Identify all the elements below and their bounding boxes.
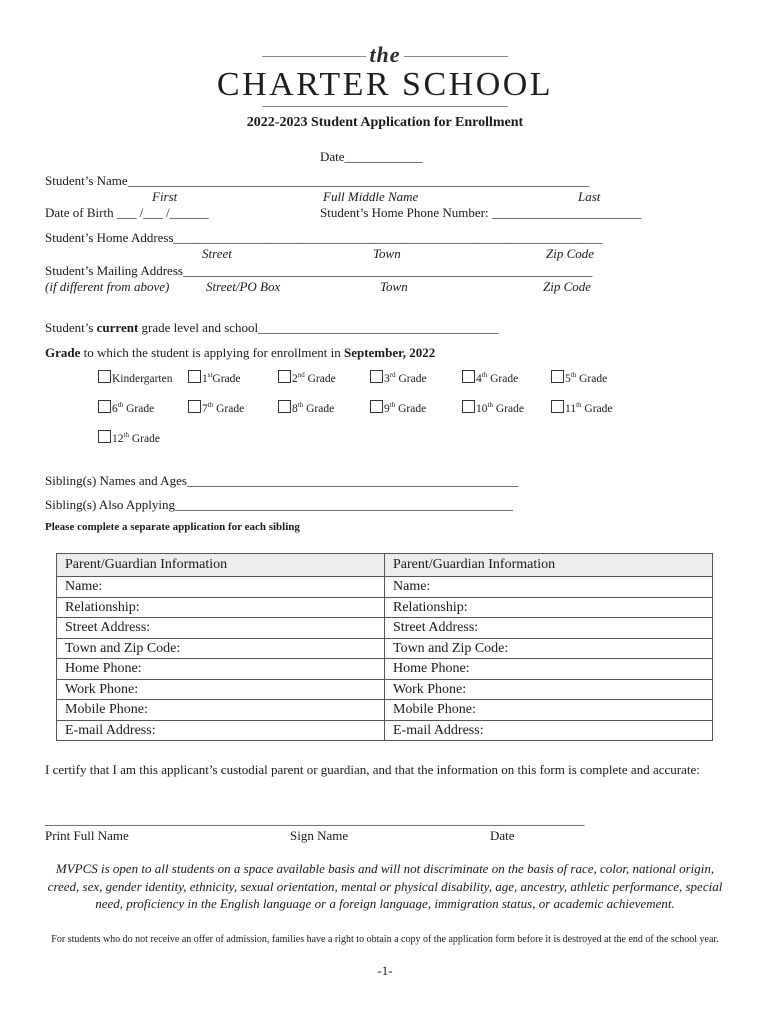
grade-word: Grade — [395, 403, 427, 415]
grade-option-10[interactable] — [462, 400, 524, 415]
grade-suffix-sup: th — [487, 401, 493, 410]
grade-number: 3 — [384, 373, 390, 385]
grade-number: 4 — [476, 373, 482, 385]
grade-suffix-sup: th — [207, 401, 214, 410]
table-row — [57, 659, 713, 680]
parent-2-field[interactable]: Street Address: — [385, 618, 713, 639]
grade-number: 2 — [292, 373, 298, 385]
grade-option-5[interactable] — [551, 370, 607, 385]
grade-word: Grade — [128, 433, 160, 445]
page-title: 2022-2023 Student Application for Enrollment — [246, 115, 524, 130]
grade-word: Grade — [304, 373, 336, 385]
checkbox-icon[interactable] — [551, 400, 564, 413]
grade-suffix-sup: st — [207, 371, 213, 380]
non-discrimination-statement: MVPCS is open to all students on a space available basis and will not discriminate on the basis of race, color, national origin, creed, sex, gender identity, ethnicity, sexual orientation, mental or physical disability, age, ancestry, athletic performance, special need, proficiency in the English language or a foreign language, immigration status, or academic achievement. — [47, 861, 723, 911]
first-name-label: First — [152, 189, 178, 204]
parent-2-field[interactable]: Name: — [385, 577, 713, 598]
grade-word: Grade — [581, 403, 613, 415]
checkbox-icon[interactable] — [551, 370, 564, 383]
parent-1-field[interactable]: Name: — [57, 577, 385, 598]
table-header-row — [57, 554, 713, 577]
table-row — [57, 577, 713, 598]
grade-word: Grade — [487, 373, 519, 385]
table-row — [57, 597, 713, 618]
parent-header-1: Parent/Guardian Information — [57, 554, 385, 577]
table-row — [57, 638, 713, 659]
grade-number: Kindergarten — [112, 373, 173, 385]
sibling-applying-field[interactable]: Sibling(s) Also Applying____________________________________________________ — [45, 497, 514, 512]
grade-number: 9 — [384, 403, 390, 415]
date-label: Date — [490, 828, 515, 843]
parent-header-2: Parent/Guardian Information — [385, 554, 713, 577]
grade-number: 6 — [112, 403, 118, 415]
sibling-note: Please complete a separate application for each sibling — [45, 521, 300, 533]
checkbox-icon[interactable] — [188, 400, 201, 413]
table-row — [57, 700, 713, 721]
grade-suffix-sup: th — [576, 401, 582, 410]
grade-option-2[interactable] — [278, 370, 336, 385]
grade-option-12[interactable] — [98, 430, 160, 445]
logo-school-name: CHARTER SCHOOL — [216, 66, 554, 103]
grade-suffix-sup: th — [297, 401, 304, 410]
grade-word: Grade — [576, 373, 608, 385]
table-row — [57, 720, 713, 741]
grade-suffix-sup: th — [389, 401, 396, 410]
parent-1-field[interactable]: Mobile Phone: — [57, 700, 385, 721]
grade-option-11[interactable] — [551, 400, 613, 415]
parent-1-field[interactable]: E-mail Address: — [57, 720, 385, 741]
grade-option-kindergarten[interactable] — [98, 370, 172, 385]
current-grade-text-pre: Student’s — [45, 320, 97, 335]
parent-2-field[interactable]: Town and Zip Code: — [385, 638, 713, 659]
checkbox-icon[interactable] — [188, 370, 201, 383]
signature-line[interactable]: ___________________________________________________________________________________ — [45, 812, 585, 827]
checkbox-icon[interactable] — [370, 400, 383, 413]
logo-the: the — [369, 42, 401, 67]
grade-number: 10 — [476, 403, 488, 415]
mailing-address-field[interactable]: Student’s Mailing Address_______________________________________________________________ — [45, 263, 593, 278]
mailing-town-label: Town — [380, 279, 408, 294]
sign-name-label: Sign Name — [290, 828, 349, 843]
home-phone-field[interactable]: Student’s Home Phone Number: _______________________ — [320, 205, 642, 220]
grade-suffix-sup: th — [117, 401, 124, 410]
current-grade-bold: current — [96, 320, 139, 335]
date-field[interactable]: Date____________ — [320, 149, 423, 164]
grade-number: 5 — [565, 373, 571, 385]
date-of-birth-field[interactable]: Date of Birth ___ /___ /______ — [45, 205, 209, 220]
grade-suffix-sup: rd — [389, 371, 396, 380]
print-name-label: Print Full Name — [45, 828, 129, 843]
grade-number: 7 — [202, 403, 208, 415]
sibling-names-field[interactable]: Sibling(s) Names and Ages___________________________________________________ — [45, 473, 519, 488]
grade-number: 11 — [565, 403, 577, 415]
grade-word: Grade — [213, 403, 245, 415]
checkbox-icon[interactable] — [98, 400, 111, 413]
grade-number: 8 — [292, 403, 298, 415]
grade-option-3[interactable] — [370, 370, 427, 385]
current-grade-text-post: grade level and school_____________________________________ — [138, 320, 499, 335]
parent-1-field[interactable]: Town and Zip Code: — [57, 638, 385, 659]
checkbox-icon[interactable] — [98, 370, 111, 383]
applying-bold-date: September, 2022 — [343, 345, 436, 360]
mailing-note: (if different from above) — [45, 279, 170, 294]
parent-1-field[interactable]: Home Phone: — [57, 659, 385, 680]
grade-word: Grade — [212, 373, 241, 385]
grade-number: 1 — [202, 373, 208, 385]
grade-option-4[interactable] — [462, 370, 518, 385]
parent-2-field[interactable]: Mobile Phone: — [385, 700, 713, 721]
checkbox-icon[interactable] — [98, 430, 111, 443]
grade-option-9[interactable] — [370, 400, 426, 415]
parent-2-field[interactable]: Home Phone: — [385, 659, 713, 680]
parent-2-field[interactable]: Relationship: — [385, 597, 713, 618]
grade-suffix-sup: th — [481, 371, 488, 380]
home-street-label: Street — [202, 246, 232, 261]
home-town-label: Town — [373, 246, 401, 261]
parent-2-field[interactable]: Work Phone: — [385, 679, 713, 700]
mailing-zip-label: Zip Code — [543, 279, 592, 294]
applying-grade-prompt — [45, 345, 435, 361]
grade-option-7[interactable] — [188, 400, 244, 415]
grade-number: 12 — [112, 433, 124, 445]
middle-name-label: Full Middle Name — [323, 189, 419, 204]
table-row — [57, 618, 713, 639]
applying-mid: to which the student is applying for enrollment in — [80, 345, 344, 360]
page-number: -1- — [377, 963, 393, 978]
checkbox-icon[interactable] — [462, 400, 475, 413]
grade-suffix-sup: nd — [297, 371, 305, 380]
grade-word: Grade — [395, 373, 427, 385]
certify-text: I certify that I am this applicant’s custodial parent or guardian, and that the information on this form is complete and accurate: — [45, 762, 700, 777]
footer-note: For students who do not receive an offer of admission, families have a right to obtain a copy of the application form before it is destroyed at the end of the school year. — [51, 934, 719, 945]
parent-2-field[interactable]: E-mail Address: — [385, 720, 713, 741]
table-row — [57, 679, 713, 700]
grade-word: Grade — [303, 403, 335, 415]
grade-word: Grade — [492, 403, 524, 415]
checkbox-icon[interactable] — [370, 370, 383, 383]
last-name-label: Last — [578, 189, 601, 204]
grade-suffix-sup: th — [570, 371, 577, 380]
grade-option-1[interactable] — [188, 370, 241, 385]
grade-option-6[interactable] — [98, 400, 154, 415]
checkbox-icon[interactable] — [462, 370, 475, 383]
logo-rule-bottom — [262, 106, 508, 107]
applying-bold-grade: Grade — [45, 345, 81, 360]
current-grade-field[interactable] — [45, 320, 499, 336]
grade-option-8[interactable] — [278, 400, 334, 415]
parent-1-field[interactable]: Work Phone: — [57, 679, 385, 700]
grade-suffix-sup: th — [123, 431, 129, 440]
mailing-street-label: Street/PO Box — [206, 279, 281, 294]
parent-guardian-table — [56, 553, 713, 741]
parent-1-field[interactable]: Relationship: — [57, 597, 385, 618]
student-name-field[interactable]: Student’s Name_______________________________________________________________________ — [45, 173, 590, 188]
checkbox-icon[interactable] — [278, 370, 291, 383]
home-address-field[interactable]: Student’s Home Address__________________________________________________________________ — [45, 230, 603, 245]
home-zip-label: Zip Code — [546, 246, 595, 261]
grade-word: Grade — [123, 403, 155, 415]
parent-1-field[interactable]: Street Address: — [57, 618, 385, 639]
checkbox-icon[interactable] — [278, 400, 291, 413]
